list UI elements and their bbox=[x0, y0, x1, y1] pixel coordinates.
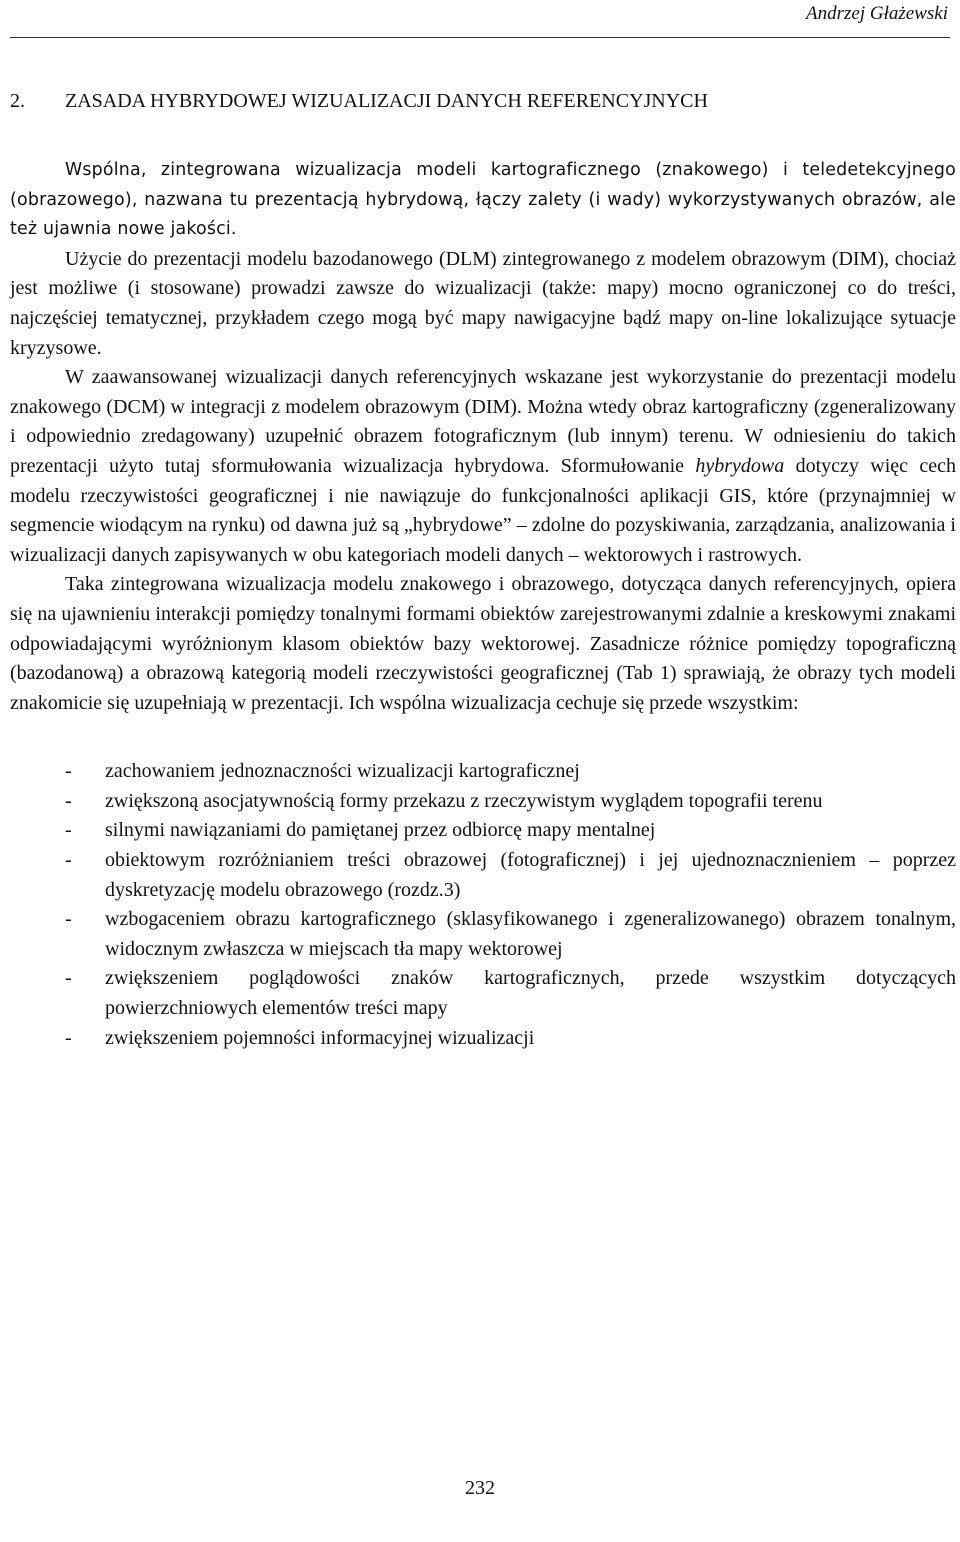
list-item bbox=[10, 905, 956, 964]
list-item-text: silnymi nawiązaniami do pamiętanej przez odbiorcę mapy mentalnej bbox=[105, 819, 656, 842]
list-item bbox=[10, 964, 956, 1023]
list-dash: - bbox=[65, 819, 72, 842]
paragraph-intro: Wspólna, zintegrowana wizualizacja modeli kartograficznego (znakowego) i teledetekcyjnego (obrazowego), nazwana tu prezentacją hybrydową, łączy zalety (i wady) wykorzystywanych obrazów, ale też ujawnia nowe jakości. bbox=[10, 160, 956, 240]
list-item bbox=[10, 757, 956, 787]
paragraph-advanced-visualization-part-b: dotyczy więc cech modelu rzeczywistości geograficznej i nie nawiązuje do funkcjonalności aplikacji GIS, które (przynajmniej w segmencie wiodącym na rynku) od dawna już są „hybrydowe” – zdolne do pozyskiwania, zarządzania, analizowania i wizualizacji danych zapisywanych w obu kategoriach modeli danych – wektorowych i rastrowych. bbox=[10, 454, 956, 566]
paragraph-advanced-visualization-part-a: W zaawansowanej wizualizacji danych referencyjnych wskazane jest wykorzystanie do prezentacji modelu znakowego (DCM) w integracji z modelem obrazowym (DIM). Można wtedy obraz kartograficzny (zgeneralizowany i odpowiednio zredagowany) uzupełnić obrazem fotograficznym (lub innym) terenu. W odniesieniu do takich prezentacji użyto tutaj sformułowania wizualizacja hybrydowa. Sformułowanie bbox=[10, 366, 956, 477]
header-rule bbox=[10, 37, 950, 38]
list-item-text: obiektowym rozróżnianiem treści obrazowej (fotograficznej) i jej ujednoznacznieniem – poprzez dyskretyzację modelu obrazowego (rozdz.3) bbox=[105, 849, 956, 901]
list-item-text: wzbogaceniem obrazu kartograficznego (sklasyfikowanego i zgeneralizowanego) obrazem tonalnym, widocznym zwłaszcza w miejscach tła mapy wektorowej bbox=[105, 908, 956, 960]
list-item-text: zachowaniem jednoznaczności wizualizacji kartograficznej bbox=[105, 760, 580, 783]
section-heading bbox=[10, 86, 956, 116]
list-item bbox=[10, 787, 956, 817]
list-item-text: zwiększeniem pojemności informacyjnej wizualizacji bbox=[105, 1026, 535, 1049]
list-item-text: zwiększoną asocjatywnością formy przekazu z rzeczywistym wyglądem topografii terenu bbox=[105, 789, 823, 812]
list-item-text: zwiększeniem poglądowości znaków kartograficznych, przede wszystkim dotyczących powierzchniowych elementów treści mapy bbox=[105, 967, 956, 1020]
running-header-author: Andrzej Głażewski bbox=[806, 3, 948, 24]
page-number: 232 bbox=[465, 1477, 495, 1499]
list-dash: - bbox=[65, 789, 72, 812]
list-dash: - bbox=[65, 1026, 72, 1049]
section-title: ZASADA HYBRYDOWEJ WIZUALIZACJI DANYCH REFERENCYJNYCH bbox=[65, 90, 708, 112]
list-dash: - bbox=[65, 849, 72, 872]
features-list bbox=[10, 757, 956, 1053]
paragraph-integrated-visualization: Taka zintegrowana wizualizacja modelu znakowego i obrazowego, dotycząca danych referencyjnych, opiera się na ujawnieniu interakcji pomiędzy tonalnymi formami obiektów zarejestrowanymi zdalnie a kreskowymi znakami odpowiadającymi wyróżnionym klasom obiektów bazy wektorowej. Zasadnicze różnice pomiędzy topograficzną (bazodanową) a obrazową kategorią modeli rzeczywistości geograficznej (Tab 1) sprawiają, że obrazy tych modeli znakomicie się uzupełniają w prezentacji. Ich wspólna wizualizacja cechuje się przede wszystkim: bbox=[10, 573, 956, 714]
list-item bbox=[10, 816, 956, 846]
list-dash: - bbox=[65, 908, 72, 931]
list-dash: - bbox=[65, 760, 72, 783]
list-item bbox=[10, 1024, 956, 1054]
emphasis-hybrydowa: hybrydowa bbox=[695, 454, 785, 477]
list-item bbox=[10, 846, 956, 905]
section-number: 2. bbox=[10, 90, 25, 112]
paragraph-dlm-dim: Użycie do prezentacji modelu bazodanowego (DLM) zintegrowanego z modelem obrazowym (DIM), chociaż jest możliwe (i stosowane) prowadzi zawsze do wizualizacji (także: mapy) mocno ograniczonej co do treści, najczęściej tematycznej, przykładem czego mogą być mapy nawigacyjne bądź mapy on-line lokalizujące sytuacje kryzysowe. bbox=[10, 247, 956, 359]
paragraph-advanced-visualization bbox=[10, 363, 956, 570]
list-dash: - bbox=[65, 967, 72, 990]
page-body bbox=[10, 86, 956, 1053]
